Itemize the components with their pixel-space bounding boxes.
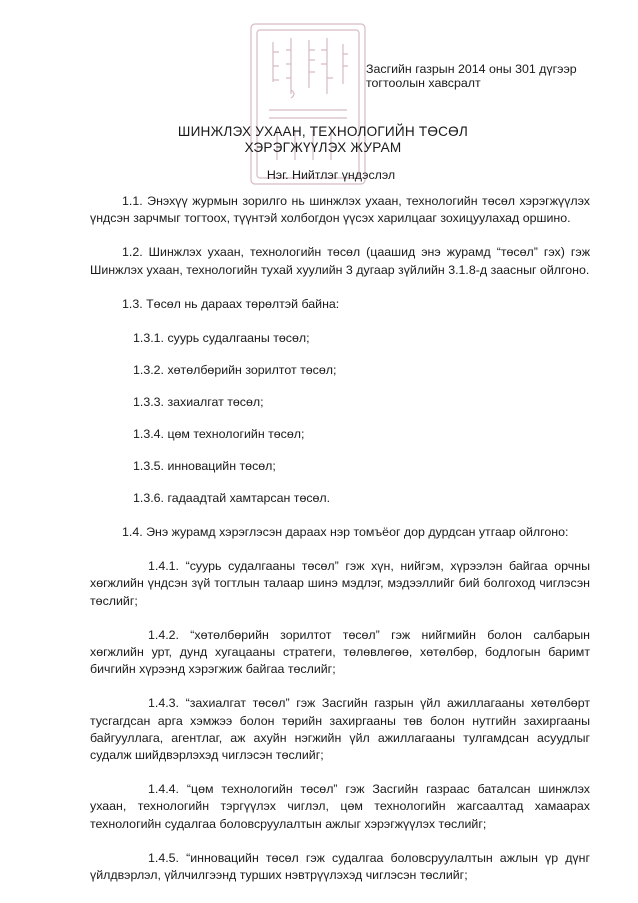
attachment-note-line-2: тогтоолын хавсралт: [366, 76, 481, 90]
list-item-type: 1.3.2. хөтөлбөрийн зорилтот төсөл;: [133, 363, 337, 378]
paragraph-1-4: 1.4. Энэ журамд хэрэглэсэн дараах нэр томъёог дор дурдсан утгаар ойлгоно:: [122, 525, 569, 540]
attachment-note: [366, 62, 577, 90]
list-item-type: 1.3.4. цөм технологийн төсөл;: [133, 427, 305, 442]
definition-item: 1.4.3. “захиалгат төсөл” гэж Засгийн газрын үйл ажиллагааны хөтөлбөрт тусгагдсан арга хэмжээ болон төрийн захиргааны төв болон нутгийн захиргааны байгууллага, агентлаг, аж ахуйн нэгжийн үйл ажиллагааны тулгамдсан асуудлыг судалж шийдвэрлэхэд чиглэсэн төслийг;: [90, 696, 590, 763]
attachment-note-line-1: Засгийн газрын 2014 оны 301 дүгээр: [366, 62, 577, 76]
list-item-type: 1.3.3. захиалгат төсөл;: [133, 395, 264, 410]
document-title: [0, 124, 638, 156]
list-item-type: 1.3.6. гадаадтай хамтарсан төсөл.: [133, 491, 331, 506]
list-item-type: 1.3.5. инновацийн төсөл;: [133, 459, 276, 474]
document-title-line-2: ХЭРЭГЖҮҮЛЭХ ЖУРАМ: [244, 140, 402, 155]
definition-item: 1.4.5. “инновацийн төсөл гэж судалгаа боловсруулалтын ажлын үр дүнг үйлдвэрлэл, үйлчилгээнд турших нэвтрүүлэхэд чиглэсэн төслийг;: [90, 850, 590, 883]
chapter-heading: Нэг. Нийтлэг үндэслэл: [266, 168, 396, 182]
document-body: [90, 193, 590, 884]
paragraph-1-3: 1.3. Төсөл нь дараах төрөлтэй байна:: [122, 296, 340, 311]
definition-item: 1.4.2. “хөтөлбөрийн зорилтот төсөл” гэж нийгмийн болон салбарын хөгжлийн урт, дунд хугацааны стратеги, төлөвлөгөө, хөтөлбөр, бодлогын баримт бичгийн хүрээнд хэрэгжиж байгаа төслийг;: [90, 627, 590, 677]
definition-item: 1.4.4. “цөм технологийн төсөл” гэж Засгийн газраас баталсан шинжлэх ухаан, технологийн тэргүүлэх чиглэл, цөм технологийн жагсаалтад хамаарах технологийн судалгаа боловсруулалтын ажлыг хэрэгжүүлэх төслийг;: [90, 782, 590, 831]
definition-item: 1.4.1. “суурь судалгааны төсөл” гэж хүн, нийгэм, хүрээлэн байгаа орчны хөгжлийн үндсэн зүй тогтлын талаар шинэ мэдлэг, мэдээллийг бий болгоход чиглэсэн төслийг;: [90, 559, 590, 608]
document-title-line-1: ШИНЖЛЭХ УХААН, ТЕХНОЛОГИЙН ТӨСӨЛ: [177, 124, 469, 139]
paragraph-1-1: 1.1. Энэхүү журмын зорилго нь шинжлэх ухаан, технологийн төсөл хэрэгжүүлэх үндсэн зарчмыг тогтоох, түүнтэй холбогдон үүсэх харилцааг зохицуулахад оршино.: [90, 194, 590, 226]
list-item-type: 1.3.1. суурь судалгааны төсөл;: [133, 331, 310, 346]
paragraph-1-2: 1.2. Шинжлэх ухаан, технологийн төсөл (цаашид энэ журамд “төсөл” гэх) гэж Шинжлэх ухаан, технологийн тухай хуулийн 3 дугаар зүйлийн 3.1.8-д заасныг ойлгоно.: [90, 245, 590, 277]
official-seal-stamp: [243, 18, 373, 190]
